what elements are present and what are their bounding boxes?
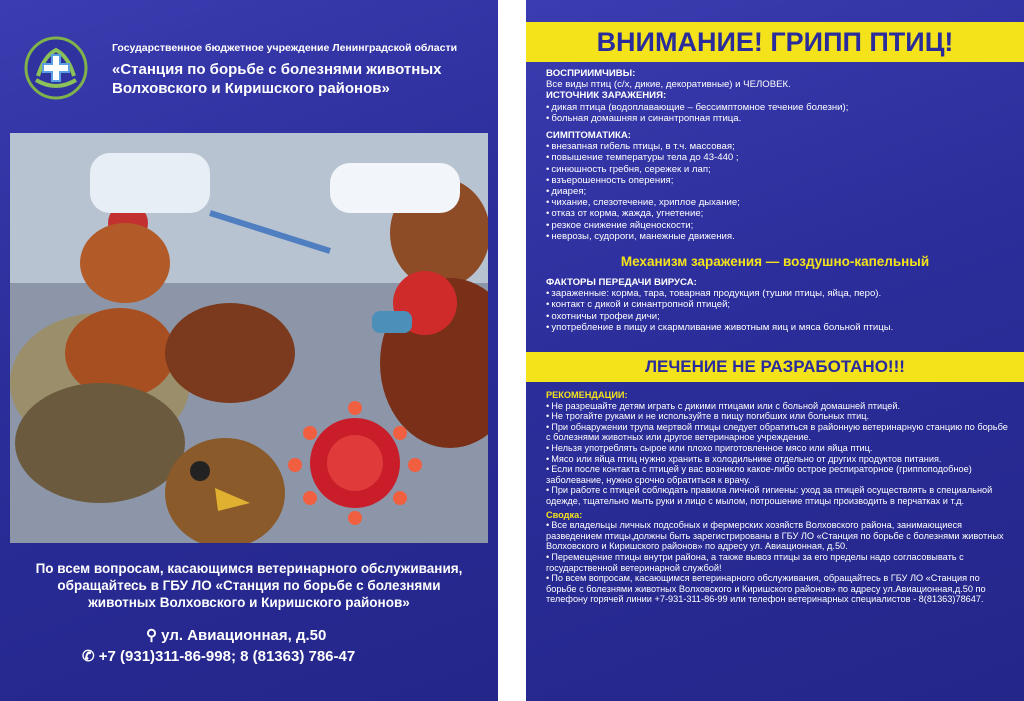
recommendations-section [546,390,1010,605]
list-item: • Не трогайте руками и не используйте в пищу погибших или больных птиц. [546,411,1010,422]
list-item: • Перемещение птицы внутри района, а также вывоз птицы за его пределы надо согласовывать с государственной ветеринарной службой! [546,552,1010,573]
info-section-top [546,68,1010,242]
mechanism-heading: Механизм заражения — воздушно-капельный [620,254,930,269]
organization-type: Государственное бюджетное учреждение Ленинградской области [112,42,458,54]
list-item: • повышение температуры тела до 43-440 ; [546,152,1010,163]
warning-banner: ЛЕЧЕНИЕ НЕ РАЗРАБОТАНО!!! [526,352,1024,382]
phone-icon: ✆ [82,648,95,665]
susceptible-heading: ВОСПРИИМЧИВЫ: [546,68,636,79]
list-item: • Нельзя употреблять сырое или плохо приготовленное мясо или яйца птиц. [546,443,1010,454]
vet-emblem-icon [24,36,88,100]
symptoms-heading: СИМПТОМАТИКА: [546,130,631,142]
list-item: • взъерошенность оперения; [546,175,1010,186]
right-panel [526,0,1024,701]
list-item: • Мясо или яйца птиц нужно хранить в холодильнике отдельно от других продуктов питания. [546,454,1010,465]
organization-name: «Станция по борьбе с болезнями животных Волховского и Киришского районов» [112,61,442,97]
contact-text: По всем вопросам, касающимся ветеринарного обслуживания, обращайтесь в ГБУ ЛО «Станция по борьбе с болезнями животных Волховского и Киришского районов» [35,561,463,610]
list-item: • синюшность гребня, сережек и лап; [546,164,1010,175]
list-item: • неврозы, судороги, манежные движения. [546,231,1010,242]
list-item: • диарея; [546,186,1010,197]
list-item: • резкое снижение яйценоскости; [546,220,1010,231]
list-item: • употребление в пищу и скармливание животным яиц и мяса больной птицы. [546,322,1010,333]
recommendations-heading: РЕКОМЕНДАЦИИ: [546,390,628,400]
list-item: • контакт с дикой и синантропной птицей; [546,299,1010,310]
list-item: • чихание, слезотечение, хриплое дыхание; [546,197,1010,208]
address-text: ул. Авиационная, д.50 [161,627,327,644]
list-item: • внезапная гибель птицы, в т.ч. массовая; [546,141,1010,152]
factors-heading: ФАКТОРЫ ПЕРЕДАЧИ ВИРУСА: [546,277,697,288]
address [146,626,326,644]
list-item: • отказ от корма, жажда, угнетение; [546,208,1010,219]
list-item: • По всем вопросам, касающимся ветеринарного обслуживания, обращайтесь в ГБУ ЛО «Станция по борьбе с болезнями животных Волховского и Киришского районов» по адресу ул.Авиационная,д.50 по телефону горячей линии +7-931-311-86-99 или телефон ветеринарных специалистов - 8(81363)78647. [546,573,1010,605]
left-panel [0,0,498,701]
list-item: • Если после контакта с птицей у вас возникло какое-либо острое респираторное (гриппоподобное) заболевание, нужно срочно обратиться к врачу. [546,464,1010,485]
list-item: • При обнаружении трупа мертвой птицы следует обратиться в районную ветеринарную станцию по борьбе с болезнями животных или другое ветеринарное учреждение. [546,422,1010,443]
phone-text: +7 (931)311-86-998; 8 (81363) 786-47 [98,648,356,665]
list-item: • Не разрешайте детям играть с дикими птицами или с больной домашней птицей. [546,401,1010,412]
source-heading: ИСТОЧНИК ЗАРАЖЕНИЯ: [546,90,667,102]
poultry-collage-image [10,133,488,543]
list-item: • дикая птица (водоплавающие – бессимптомное течение болезни); [546,102,1010,113]
phone [82,647,355,665]
location-pin-icon: ⚲ [146,627,157,644]
header [0,0,498,122]
page-title: ВНИМАНИЕ! ГРИПП ПТИЦ! [526,22,1024,62]
susceptible-text: Все виды птиц (с/х, дикие, декоративные) и ЧЕЛОВЕК. [546,79,791,91]
list-item: • охотничьи трофеи дичи; [546,311,1010,322]
contact-block [0,560,498,665]
list-item: • При работе с птицей соблюдать правила личной гигиены: уход за птицей осуществлять в специальной одежде, тщательно мыть руки и лицо с мылом, потрошение птицы производить в перчатках и т.д. [546,485,1010,506]
list-item: • зараженные: корма, тара, товарная продукция (тушки птицы, яйца, перо). [546,288,1010,299]
summary-heading: Сводка: [546,509,583,520]
list-item: • больная домашняя и синантропная птица. [546,113,1010,124]
list-item: • Все владельцы личных подсобных и фермерских хозяйств Волховского района, занимающиеся разведением птицы,должны быть зарегистрированы в ГБУ ЛО «Станция по борьбе с болезнями животных Волховского и Киришского районов» по адресу ул. Авиационная, д.50. [546,520,1010,552]
factors-section [546,277,1010,333]
